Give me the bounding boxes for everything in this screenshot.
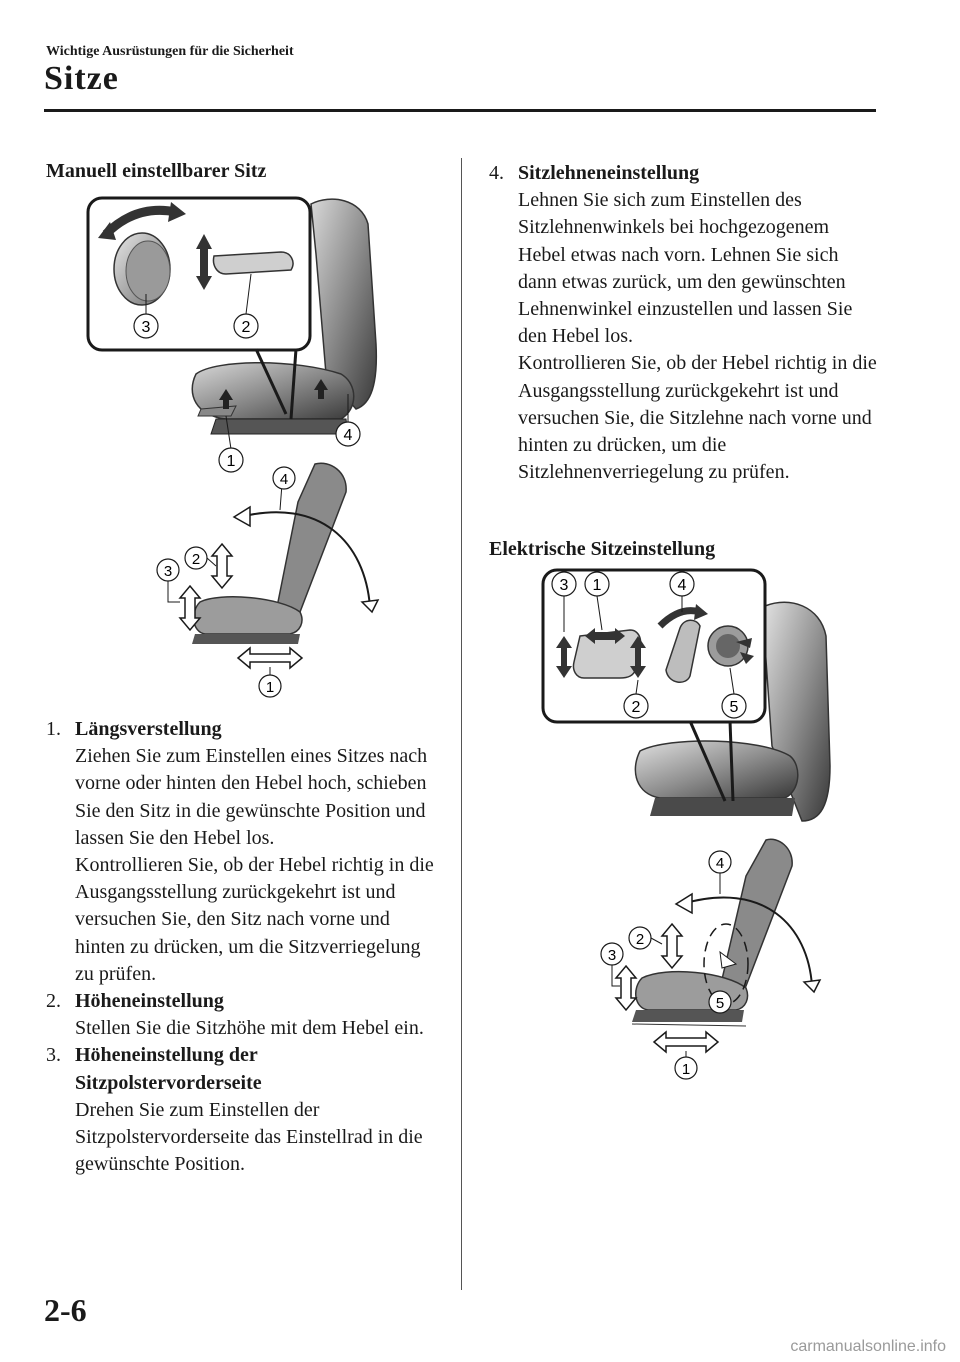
callout-4 (336, 422, 360, 446)
electric-callout-1 (585, 572, 609, 596)
electric-diagram-callout-2 (629, 927, 651, 949)
electric-callout-3 (552, 572, 576, 596)
svg-text:2: 2 (631, 699, 641, 716)
list-item: 3. Höheneinstellung der Sitzpolstervorderseite Drehen Sie zum Einstellen der Sitzpolstervorderseite das Einstellrad in die gewünschte Position. (46, 1044, 423, 1176)
svg-text:1: 1 (265, 679, 275, 696)
electric-callout-5 (722, 694, 746, 718)
list-item: 1. Längsverstellung Ziehen Sie zum Einstellen eines Sitzes nach vorne oder hinten den Hebel hoch, schieben Sie den Sitz in die gewünschte Position und lassen Sie den Hebel los. Kontrollieren Sie, ob der Hebel richtig in die Ausgangsstellung zurückgekehrt ist und versuchen Sie, den Sitz nach vorne und hinten zu drücken, um die Sitzverriegelung zu prüfen. (46, 718, 434, 985)
watermark: carmanualsonline.info (790, 1338, 946, 1355)
svg-text:5: 5 (729, 699, 739, 716)
electric-diagram-callout-1 (675, 1057, 697, 1079)
svg-text:3: 3 (607, 947, 617, 964)
diagram-callout-2 (185, 547, 207, 569)
callout-3 (134, 314, 158, 338)
page-number: 2-6 (44, 1292, 87, 1328)
svg-text:2: 2 (241, 319, 251, 336)
svg-text:3: 3 (559, 577, 569, 594)
callout-2 (234, 314, 258, 338)
svg-text:4: 4 (677, 577, 687, 594)
list-item: 4. Sitzlehneneinstellung Lehnen Sie sich zum Einstellen des Sitzlehnenwinkels bei hochgezogenem Hebel etwas nach vorn. Lehnen Sie sich dann etwas zurück, um den gewünschten Lehnenwinkel einzustellen und lassen Sie den Hebel los. Kontrollieren Sie, ob der Hebel richtig in die Ausgangsstellung zurückgekehrt ist und versuchen Sie, die Sitzlehne nach vorne und hinten zu drücken, um die Sitzlehnenverriegelung zu prüfen. (489, 162, 877, 484)
svg-text:4: 4 (343, 427, 353, 444)
right-instruction-list (489, 160, 879, 486)
diagram-callout-3 (157, 559, 179, 581)
electric-seat-illustration (540, 566, 836, 828)
svg-text:3: 3 (163, 563, 173, 580)
svg-text:2: 2 (191, 551, 201, 568)
diagram-callout-4 (273, 467, 295, 489)
electric-callout-4 (670, 572, 694, 596)
svg-text:5: 5 (715, 995, 725, 1012)
svg-text:4: 4 (715, 855, 725, 872)
svg-text:2: 2 (635, 931, 645, 948)
diagram-callout-1 (259, 675, 281, 697)
svg-text:1: 1 (226, 453, 236, 470)
electric-diagram-callout-4 (709, 851, 731, 873)
page-title: Sitze (44, 60, 119, 97)
electric-callout-2 (624, 694, 648, 718)
electric-diagram-callout-5 (709, 991, 731, 1013)
electric-diagram-callout-3 (601, 943, 623, 965)
left-instruction-list (46, 716, 444, 1178)
svg-text:4: 4 (279, 471, 289, 488)
electric-seat-adjustment-diagram (596, 836, 836, 1084)
svg-text:3: 3 (141, 319, 151, 336)
section-label: Wichtige Ausrüstungen für die Sicherheit (46, 44, 294, 59)
title-rule (44, 109, 876, 112)
column-divider (461, 158, 462, 1290)
electric-seat-heading: Elektrische Sitzeinstellung (489, 538, 716, 560)
list-item: 2. Höheneinstellung Stellen Sie die Sitzhöhe mit dem Hebel ein. (46, 990, 424, 1040)
svg-text:1: 1 (681, 1061, 691, 1078)
manual-seat-heading: Manuell einstellbarer Sitz (46, 160, 267, 182)
svg-text:1: 1 (592, 577, 602, 594)
manual-seat-illustration (86, 194, 386, 476)
manual-seat-adjustment-diagram (150, 462, 386, 702)
